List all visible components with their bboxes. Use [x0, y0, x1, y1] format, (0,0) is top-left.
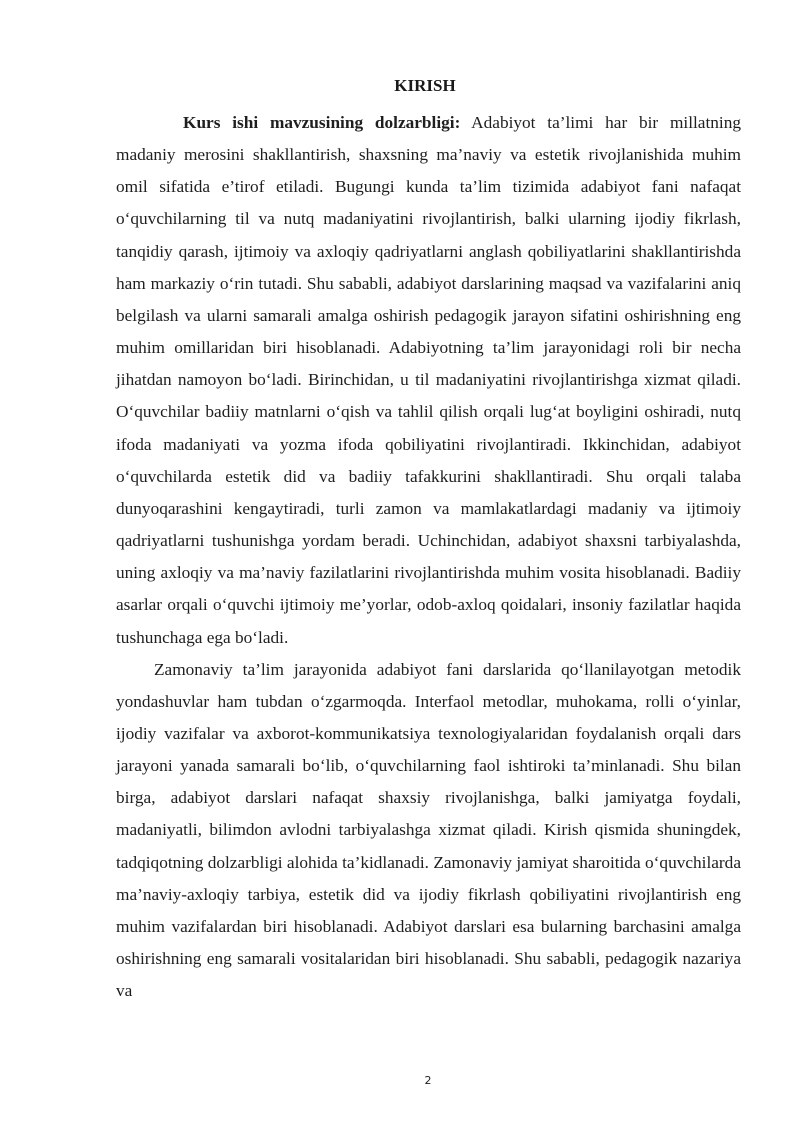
body-text [116, 107, 741, 1007]
paragraph-2: Zamonaviy ta’lim jarayonida adabiyot fani darslarida qo‘llanilayotgan metodik yondashuvlar ham tubdan o‘zgarmoqda. Interfaol metodlar, muhokama, rolli o‘yinlar, ijodiy vazifalar va axborot-kommunikatsiya texnologiyalaridan foydalanish orqali dars jarayoni yanada samarali bo‘lib, o‘quvchilarning faol ishtiroki ta’minlanadi. Shu bilan birga, adabiyot darslari nafaqat shaxsiy rivojlanishga, balki jamiyatga foydali, madaniyatli, bilimdon avlodni tarbiyalashga xizmat qiladi. Kirish qismida shuningdek, tadqiqotning dolzarbligi alohida ta’kidlanadi. Zamonaviy jamiyat sharoitida o‘quvchilarda ma’naviy-axloqiy tarbiya, estetik did va ijodiy fikrlash qobiliyatini rivojlantirish eng muhim vazifalardan biri hisoblanadi. Adabiyot darslari esa bularning barchasini amalga oshirishning eng samarali vositalaridan biri hisoblanadi. Shu sababli, pedagogik nazariya va [116, 659, 741, 1001]
page-number: 2 [424, 1074, 432, 1087]
paragraph-1 [116, 107, 741, 654]
paragraph-1-lead: Kurs ishi mavzusining dolzarbligi: [183, 113, 461, 132]
paragraph-1-text: Adabiyot ta’limi har bir millatning madaniy merosini shakllantirish, shaxsning ma’naviy va estetik rivojlanishida muhim omil sifatida e’tirof etiladi. Bugungi kunda ta’lim tizimida adabiyot fani nafaqat o‘quvchilarning til va nutq madaniyatini rivojlantirish, balki ularning ijodiy fikrlash, tanqidiy qarash, ijtimoiy va axloqiy qadriyatlarni anglash qobiliyatlarini shakllantirishda ham markaziy o‘rin tutadi. Shu sababli, adabiyot darslarining maqsad va vazifalarini aniq belgilash va ularni samarali amalga oshirish pedagogik jarayon sifatini oshirishning eng muhim omillaridan biri hisoblanadi. Adabiyotning ta’lim jarayonidagi roli bir necha jihatdan namoyon bo‘ladi. Birinchidan, u til madaniyatini rivojlantirishga xizmat qiladi. O‘quvchilar badiiy matnlarni o‘qish va tahlil qilish orqali lug‘at boyligini oshiradi, nutq ifoda madaniyati va yozma ifoda qobiliyatini rivojlantiradi. Ikkinchidan, adabiyot o‘quvchilarda estetik did va badiiy tafakkurini shakllantiradi. Shu orqali talaba dunyoqarashini kengaytiradi, turli zamon va mamlakatlardagi madaniy va ijtimoiy qadriyatlarni tushunishga yordam beradi. Uchinchidan, adabiyot shaxsni tarbiyalashda, uning axloqiy va ma’naviy fazilatlarini rivojlantirishda muhim vosita hisoblanadi. Badiiy asarlar orqali o‘quvchi ijtimoiy me’yorlar, odob-axloq qoidalari, insoniy fazilatlar haqida tushunchaga ega bo‘ladi. [116, 113, 741, 647]
page-heading: KIRISH [394, 76, 456, 95]
